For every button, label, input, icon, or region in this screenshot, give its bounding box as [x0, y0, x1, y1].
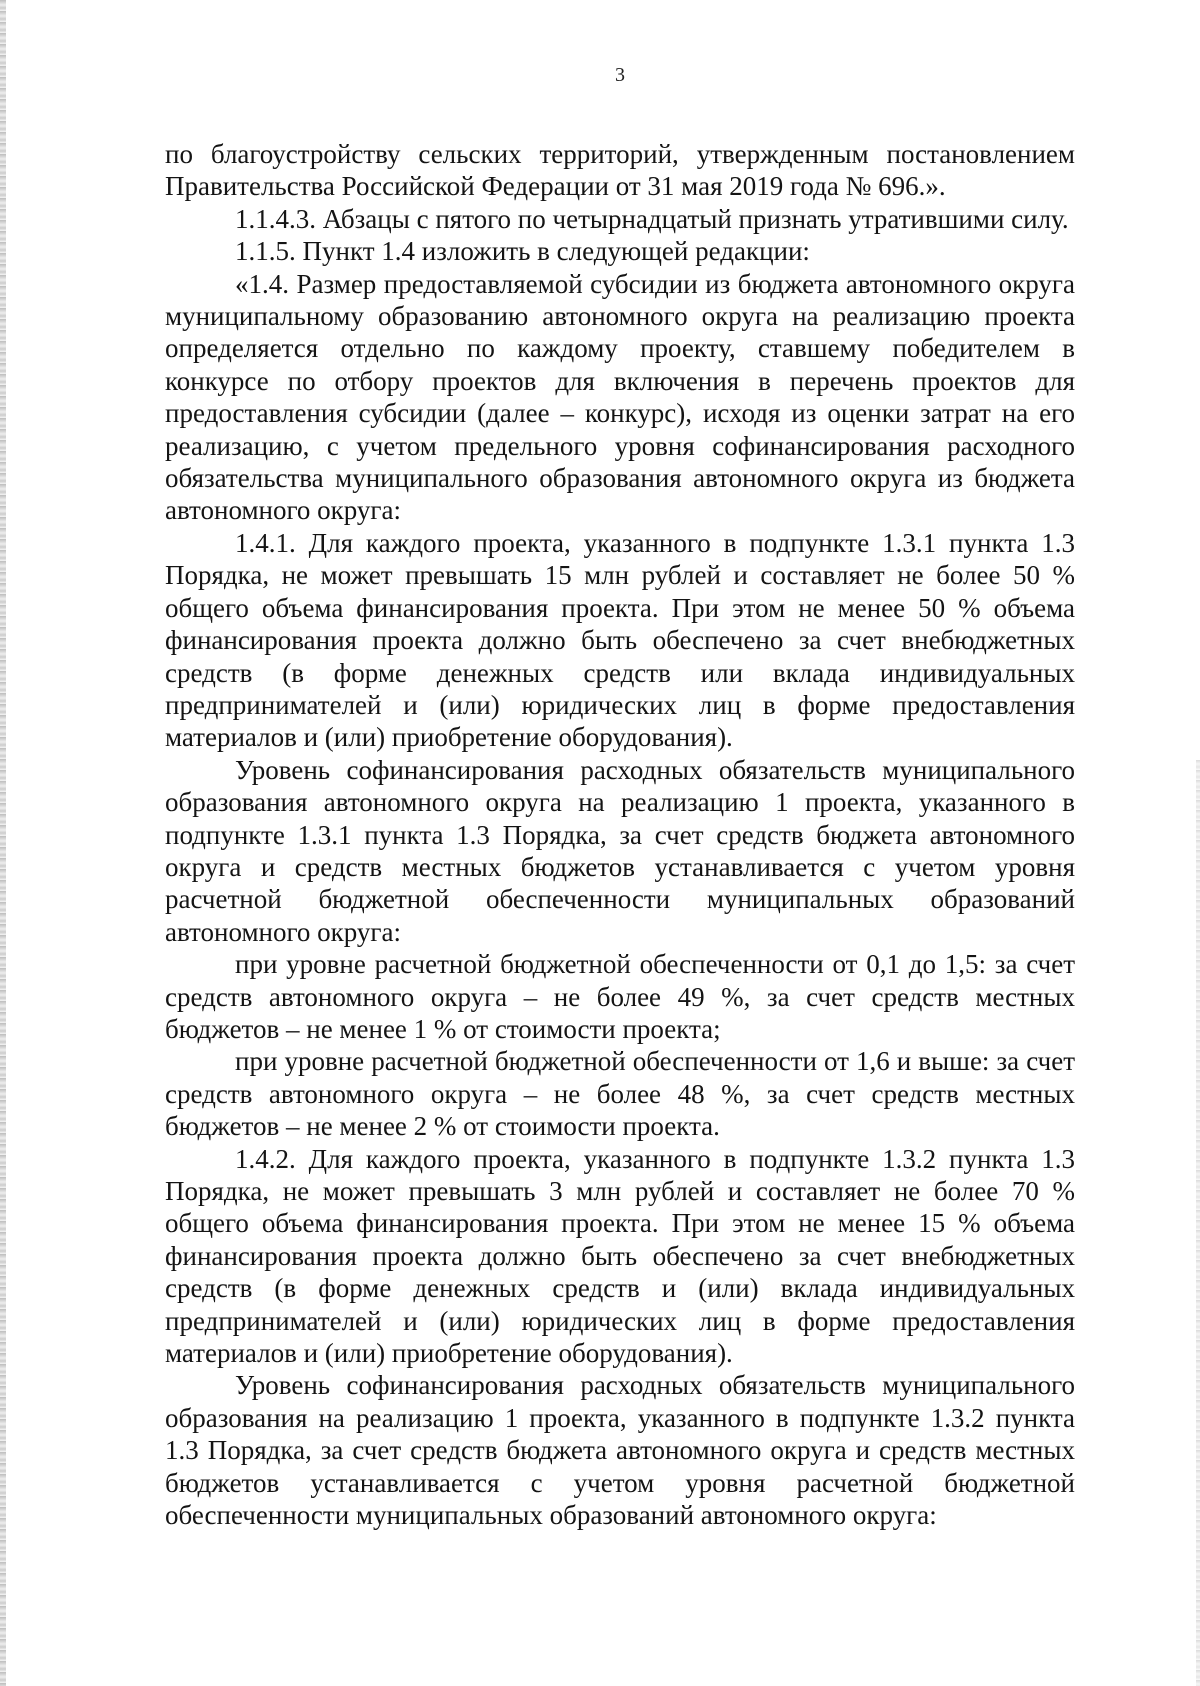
- paragraph-8: при уровне расчетной бюджетной обеспеченности от 1,6 и выше: за счет средств автономного округа – не более 48 %, за счет средств местных бюджетов – не менее 2 % от стоимости проекта.: [165, 1046, 1075, 1142]
- paragraph-1: по благоустройству сельских территорий, утвержденным постановлением Правительства Российской Федерации от 31 мая 2019 года № 696.».: [165, 139, 1075, 202]
- paragraph-5: 1.4.1. Для каждого проекта, указанного в подпункте 1.3.1 пункта 1.3 Порядка, не может превышать 15 млн рублей и составляет не более 50 % общего объема финансирования проекта. При этом не менее 50 % объема финансирования проекта должно быть обеспечено за счет внебюджетных средств (в форме денежных средств или вклада индивидуальных предпринимателей и (или) юридических лиц в форме предоставления материалов и (или) приобретение оборудования).: [165, 527, 1075, 753]
- paragraph-6: Уровень софинансирования расходных обязательств муниципального образования автономного округа на реализацию 1 проекта, указанного в подпункте 1.3.1 пункта 1.3 Порядка, за счет средств бюджета автономного округа и средств местных бюджетов устанавливается с учетом уровня расчетной бюджетной обеспеченности муниципальных образований автономного округа:: [165, 754, 1075, 947]
- document-page: [165, 62, 1075, 1531]
- paragraph-9: 1.4.2. Для каждого проекта, указанного в подпункте 1.3.2 пункта 1.3 Порядка, не может превышать 3 млн рублей и составляет не более 70 % общего объема финансирования проекта. При этом не менее 15 % объема финансирования проекта должно быть обеспечено за счет внебюджетных средств (в форме денежных средств и (или) вклада индивидуальных предпринимателей и (или) юридических лиц в форме предоставления материалов и (или) приобретение оборудования).: [165, 1143, 1075, 1369]
- paragraph-3: 1.1.5. Пункт 1.4 изложить в следующей редакции:: [235, 236, 810, 267]
- paragraph-2: 1.1.4.3. Абзацы с пятого по четырнадцатый признать утратившими силу.: [235, 203, 1069, 234]
- page-number: 3: [615, 64, 625, 86]
- scan-edge-left: [0, 0, 6, 1686]
- paragraph-10: Уровень софинансирования расходных обязательств муниципального образования на реализацию 1 проекта, указанного в подпункте 1.3.2 пункта 1.3 Порядка, за счет средств бюджета автономного округа и средств местных бюджетов устанавливается с учетом уровня расчетной бюджетной обеспеченности муниципальных образований автономного округа:: [165, 1370, 1075, 1531]
- scan-edge-right: [1196, 760, 1200, 1686]
- paragraph-7: при уровне расчетной бюджетной обеспеченности от 0,1 до 1,5: за счет средств автономного округа – не более 49 %, за счет средств местных бюджетов – не менее 1 % от стоимости проекта;: [165, 949, 1075, 1044]
- paragraph-4: «1.4. Размер предоставляемой субсидии из бюджета автономного округа муниципальному образованию автономного округа на реализацию проекта определяется отдельно по каждому проекту, ставшему победителем в конкурсе по отбору проектов для включения в перечень проектов для предоставления субсидии (далее – конкурс), исходя из оценки затрат на его реализацию, с учетом предельного уровня софинансирования расходного обязательства муниципального образования автономного округа из бюджета автономного округа:: [165, 268, 1075, 526]
